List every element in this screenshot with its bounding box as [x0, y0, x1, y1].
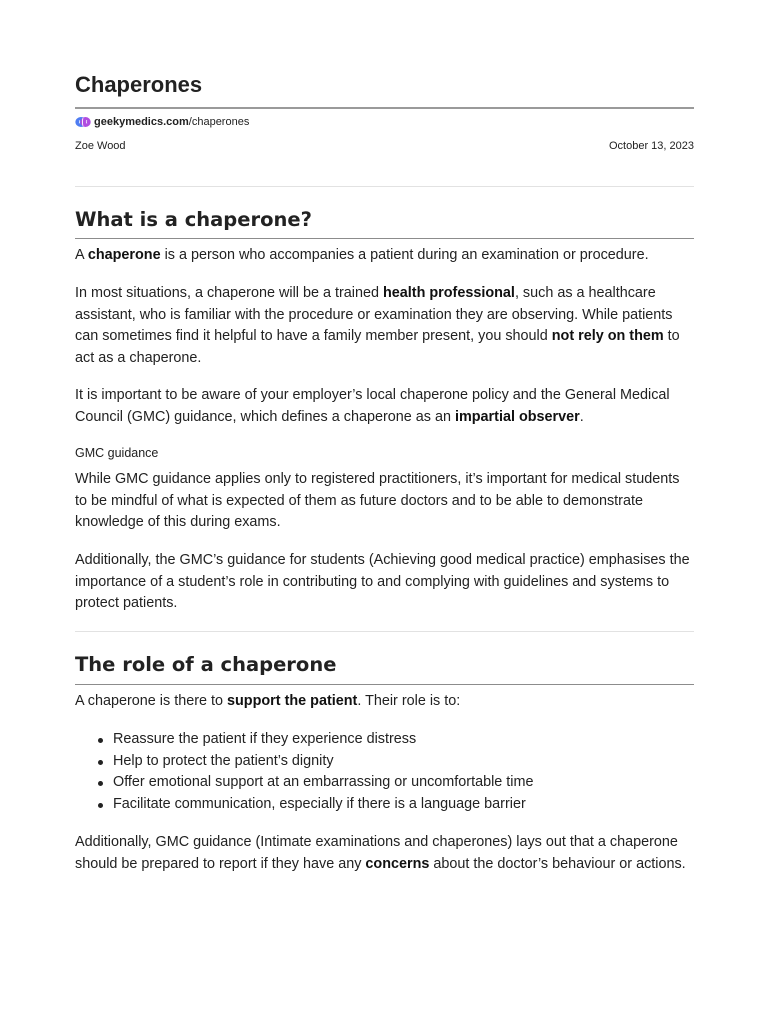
text-run: to act as a chaperone.	[75, 328, 680, 367]
bold-term: concerns	[365, 855, 430, 872]
list-item-text: Offer emotional support at an embarrassing or uncomfortable time	[113, 774, 534, 791]
text-run: , such as a healthcare assistant, who is familiar with the procedure or examination they are observing. While patients can sometimes find it helpful to have a family member present, you should	[75, 285, 673, 345]
paragraph-policy	[75, 385, 694, 428]
list-item	[113, 751, 694, 773]
list-item-text: Facilitate communication, especially if there is a language barrier	[113, 796, 526, 813]
bold-term: impartial observer	[454, 408, 580, 425]
title-divider	[75, 107, 694, 109]
bold-term: support the patient	[227, 693, 358, 709]
list-item	[113, 794, 694, 816]
source-path: /chaperones	[188, 116, 250, 128]
paragraph-definition	[75, 245, 694, 267]
role-list	[75, 729, 694, 816]
text-run: In most situations, a chaperone will be a trained	[75, 285, 383, 301]
section-heading-rule	[75, 684, 694, 685]
text-run: . Their role is to:	[357, 693, 461, 709]
text-run: It is important to be aware of your employer’s local chaperone policy and the General Medical Council (GMC) guidance, which defines a chaperone as an	[75, 387, 670, 425]
bullet-icon	[98, 738, 103, 743]
source-link[interactable]	[75, 114, 249, 130]
author-name: Zoe Wood	[75, 140, 126, 152]
byline	[75, 138, 694, 154]
text-run: A	[75, 247, 88, 263]
bold-term: chaperone	[87, 247, 161, 263]
section-heading-rule	[75, 238, 694, 239]
text-run: .	[579, 408, 584, 425]
bold-term: health professional	[382, 285, 515, 301]
meta-divider	[75, 186, 694, 187]
bullet-icon	[98, 781, 103, 786]
section-divider	[75, 631, 694, 632]
text-run: about the doctor’s behaviour or actions.	[429, 855, 686, 872]
paragraph-support	[75, 691, 694, 713]
text-run: Additionally, GMC guidance (Intimate examinations and chaperones) lays out that a chaperone should be prepared to report if they have any	[75, 834, 678, 872]
gmc-guidance-caption: GMC guidance	[75, 446, 159, 460]
bold-term: not rely on them	[551, 328, 664, 345]
paragraph-who	[75, 283, 694, 370]
text-run: A chaperone is there to	[75, 693, 228, 709]
list-item	[113, 772, 694, 794]
list-item	[113, 729, 694, 751]
paragraph-students: While GMC guidance applies only to registered practitioners, it’s important for medical students to be mindful of what is expected of them as future doctors and to be able to demonstrate knowledge of this during exams.	[75, 471, 680, 531]
brain-logo-icon	[75, 116, 91, 128]
page-title: Chaperones	[75, 72, 203, 97]
source-domain: geekymedics.com	[94, 116, 189, 128]
list-item-text: Help to protect the patient’s dignity	[113, 752, 334, 769]
section-heading-role: The role of a chaperone	[75, 653, 337, 676]
list-item-text: Reassure the patient if they experience distress	[113, 731, 417, 747]
paragraph-concerns	[75, 832, 694, 875]
text-run: is a person who accompanies a patient during an examination or procedure.	[160, 247, 649, 263]
section-heading-what-is: What is a chaperone?	[75, 208, 312, 231]
publish-date: October 13, 2023	[608, 140, 694, 152]
paragraph-achieving: Additionally, the GMC’s guidance for students (Achieving good medical practice) emphasises the importance of a student’s role in contributing to and complying with guidelines and systems to protect patients.	[75, 552, 690, 612]
bullet-icon	[98, 760, 103, 765]
bullet-icon	[98, 803, 103, 808]
